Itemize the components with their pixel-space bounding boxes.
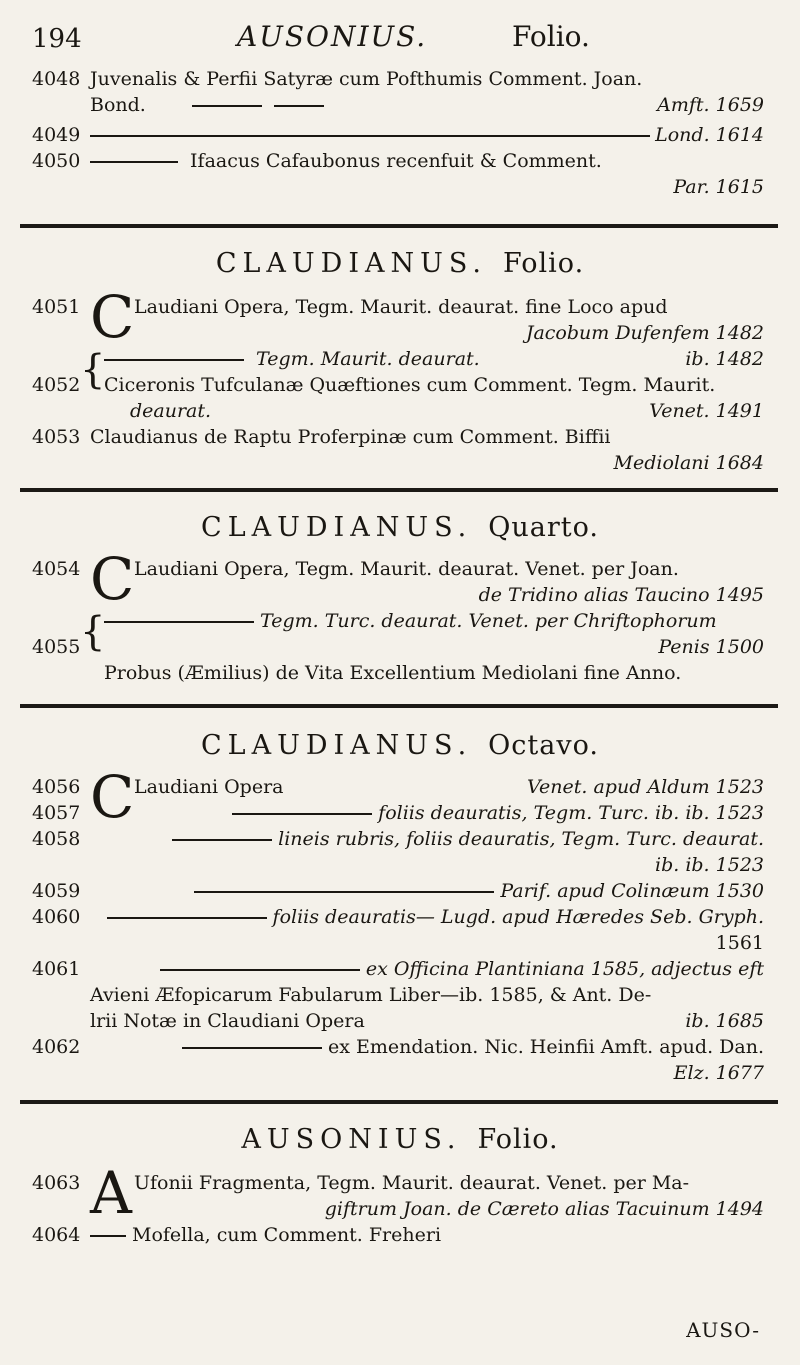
entry-text: lineis rubris, foliis deauratis, Tegm. Turc. deaurat. bbox=[278, 828, 764, 850]
entry-text: Claudianus de Raptu Proferpinæ cum Comment. Biffii bbox=[90, 426, 611, 448]
section-heading bbox=[0, 248, 800, 279]
entry-imprint: Par. 1615 bbox=[673, 176, 764, 198]
catalogue-entry bbox=[32, 878, 764, 904]
catalogue-entry bbox=[32, 1159, 764, 1227]
entry-text: Parif. apud Colinæum 1530 bbox=[500, 880, 764, 902]
section-title: CLAUDIANUS. bbox=[215, 248, 487, 279]
entry-text: Ifaacus Cafaubonus recenfuit & Comment. bbox=[190, 150, 602, 172]
entry-text: Laudiani Opera, Tegm. Maurit. deaurat. fine Loco apud bbox=[134, 296, 668, 318]
catalogue-entry bbox=[32, 1222, 764, 1248]
section-format: Octavo. bbox=[488, 730, 599, 761]
catalogue-entry bbox=[32, 1034, 764, 1086]
entry-number: 4054 bbox=[32, 558, 81, 580]
catalogue-entry bbox=[32, 800, 764, 826]
entry-text: Elz. 1677 bbox=[673, 1062, 764, 1084]
entry-text: Tegm. Maurit. deaurat. bbox=[256, 348, 480, 370]
catalogue-entry bbox=[32, 66, 764, 118]
entry-text: foliis deauratis— Lugd. apud Hæredes Seb. Gryph. bbox=[272, 906, 764, 928]
catalogue-entry bbox=[32, 346, 764, 424]
catchword: AUSO- bbox=[686, 1318, 760, 1342]
section-title: CLAUDIANUS. bbox=[201, 730, 473, 761]
entry-number: 4053 bbox=[32, 426, 81, 448]
section-title: CLAUDIANUS. bbox=[201, 512, 473, 543]
running-format: Folio. bbox=[512, 20, 590, 53]
entry-text: Penis 1500 bbox=[658, 636, 764, 658]
entry-number: 4060 bbox=[32, 906, 81, 928]
entry-imprint: Mediolani 1684 bbox=[613, 452, 764, 474]
entry-number: 4062 bbox=[32, 1036, 81, 1058]
entry-imprint: Amft. 1659 bbox=[657, 94, 764, 116]
entry-imprint: Lond. 1614 bbox=[655, 124, 764, 146]
entry-imprint: Venet. apud Aldum 1523 bbox=[527, 776, 764, 798]
entry-text: de Tridino alias Taucino 1495 bbox=[478, 584, 764, 606]
entry-text: giftrum Joan. de Cæreto alias Tacuinum 1494 bbox=[324, 1198, 764, 1220]
section-format: Quarto. bbox=[488, 512, 599, 543]
entry-text: Ciceronis Tufculanæ Quæftiones cum Comment. Tegm. Maurit. bbox=[104, 374, 716, 396]
entry-text: 1561 bbox=[715, 932, 764, 954]
entry-text: Mofella, cum Comment. Freheri bbox=[132, 1224, 442, 1246]
brace: { bbox=[80, 609, 106, 655]
entry-number: 4056 bbox=[32, 776, 81, 798]
entry-number: 4051 bbox=[32, 296, 81, 318]
entry-text: ex Officina Plantiniana 1585, adjectus eft bbox=[365, 958, 764, 980]
section-heading bbox=[0, 1124, 800, 1155]
entry-text: Laudiani Opera bbox=[134, 776, 284, 798]
running-head bbox=[32, 20, 760, 60]
entry-number: 4059 bbox=[32, 880, 81, 902]
section-rule bbox=[20, 488, 778, 492]
drop-capital: C bbox=[90, 763, 135, 831]
catalogue-entry bbox=[32, 424, 764, 476]
entry-number: 4055 bbox=[32, 636, 81, 658]
entry-text: ib. ib. 1523 bbox=[655, 854, 764, 876]
catalogue-entry bbox=[32, 826, 764, 878]
catalogue-entry bbox=[32, 904, 764, 956]
entry-text: lrii Notæ in Claudiani Opera bbox=[90, 1010, 365, 1032]
entry-imprint: ib. 1482 bbox=[685, 348, 764, 370]
entry-number: 4058 bbox=[32, 828, 81, 850]
entry-text: foliis deauratis, Tegm. Turc. ib. ib. 1523 bbox=[378, 802, 764, 824]
entry-number: 4064 bbox=[32, 1224, 81, 1246]
drop-capital: C bbox=[90, 283, 135, 351]
entry-number: 4063 bbox=[32, 1172, 81, 1194]
section-format: Folio. bbox=[477, 1124, 559, 1155]
drop-capital: A bbox=[90, 1159, 132, 1227]
section-rule bbox=[20, 1100, 778, 1104]
entry-text: deaurat. bbox=[130, 400, 212, 422]
section-heading bbox=[0, 512, 800, 543]
section-heading bbox=[0, 730, 800, 761]
entry-text: Bond. bbox=[90, 94, 146, 116]
catalogue-entry bbox=[32, 956, 764, 1034]
drop-capital: C bbox=[90, 545, 135, 613]
brace: { bbox=[80, 347, 106, 393]
entry-number: 4057 bbox=[32, 802, 81, 824]
entry-text: Jacobum Dufenfem 1482 bbox=[525, 322, 764, 344]
section-format: Folio. bbox=[503, 248, 585, 279]
catalogue-entry bbox=[32, 122, 764, 148]
entry-text: Laudiani Opera, Tegm. Maurit. deaurat. Venet. per Joan. bbox=[134, 558, 679, 580]
catalogue-entry bbox=[32, 608, 764, 686]
entry-imprint: ib. 1685 bbox=[685, 1010, 764, 1032]
entry-number: 4050 bbox=[32, 150, 81, 172]
entry-text: Juvenalis & Perfii Satyræ cum Pofthumis Comment. Joan. bbox=[90, 68, 643, 90]
section-title: AUSONIUS. bbox=[241, 1124, 462, 1155]
entry-number: 4052 bbox=[32, 374, 81, 396]
entry-text: Tegm. Turc. deaurat. Venet. per Chriftophorum bbox=[260, 610, 717, 632]
entry-text: Avieni Æfopicarum Fabularum Liber—ib. 1585, & Ant. De- bbox=[90, 984, 652, 1006]
entry-number: 4061 bbox=[32, 958, 81, 980]
entry-text: Probus (Æmilius) de Vita Excellentium Mediolani fine Anno. bbox=[104, 662, 682, 684]
page-number: 194 bbox=[32, 24, 82, 54]
catalogue-entry bbox=[32, 545, 764, 613]
entry-text: Ufonii Fragmenta, Tegm. Maurit. deaurat. Venet. per Ma- bbox=[134, 1172, 690, 1194]
catalogue-entry bbox=[32, 148, 764, 200]
entry-imprint: Venet. 1491 bbox=[649, 400, 764, 422]
entry-text: ex Emendation. Nic. Heinfii Amft. apud. Dan. bbox=[328, 1036, 764, 1058]
section-rule bbox=[20, 704, 778, 708]
running-title: AUSONIUS. bbox=[237, 20, 428, 53]
entry-number: 4049 bbox=[32, 124, 81, 146]
section-rule bbox=[20, 224, 778, 228]
entry-number: 4048 bbox=[32, 68, 81, 90]
catalogue-entry bbox=[32, 283, 764, 351]
